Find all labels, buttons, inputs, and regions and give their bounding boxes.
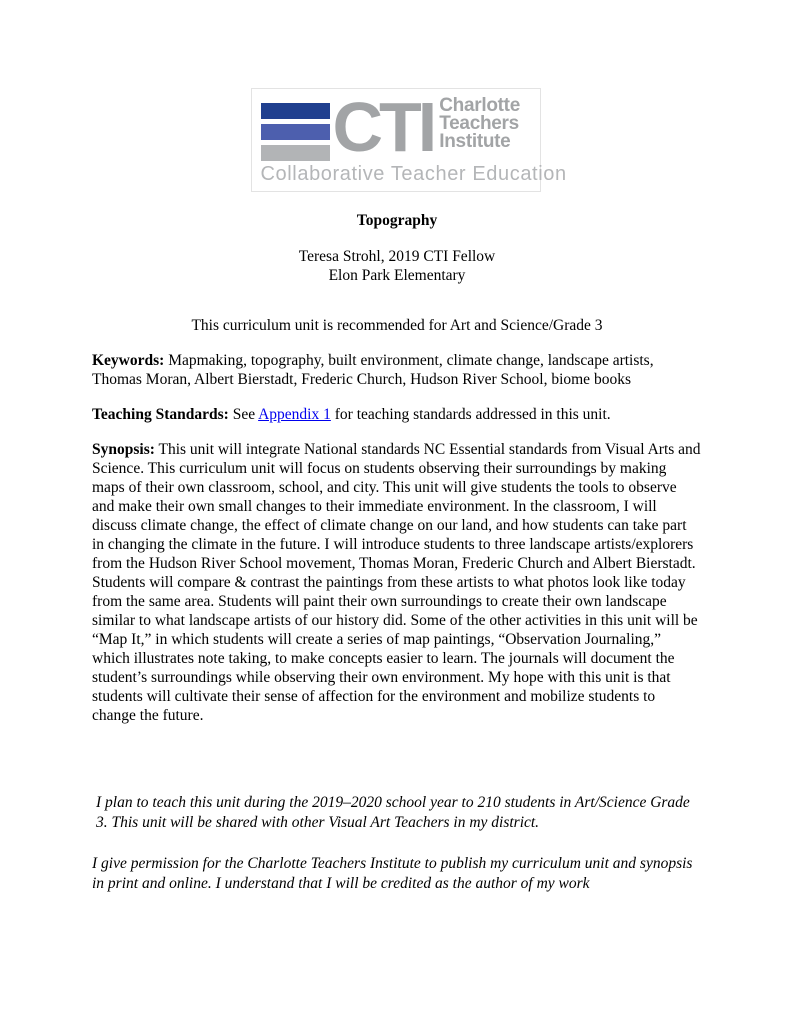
logo-bar-dark-blue — [261, 103, 330, 119]
logo-tagline: Collaborative Teacher Education — [260, 163, 567, 185]
logo-org-line-1: Charlotte — [439, 95, 520, 116]
synopsis-label: Synopsis: — [92, 441, 155, 458]
author-block — [92, 247, 702, 285]
logo-org-line-2: Teachers — [439, 113, 519, 134]
synopsis-text: This unit will integrate National standards NC Essential standards from Visual Arts and Science. This curriculum unit will focus on students observing their surroundings by making maps of their own classroom, school, and city. This unit will give students the tools to observe and make their own small changes to their immediate environment. In the classroom, I will discuss climate change, the effect of climate change on our land, and how students can take part in changing the climate in the future. I will introduce students to three landscape artists/explorers from the Hudson River School movement, Thomas Moran, Frederic Church and Albert Bierstadt. Students will compare & contrast the paintings from these artists to what photos look like today from the same area. Students will paint their own surroundings to create their own landscape similar to what landscape artists of our history did. Some of the other activities in this unit will be “Map It,” in which students will create a series of map paintings, “Observation Journaling,” which illustrates note taking, to make concepts easier to learn. The journals will document the student’s surroundings while observing their own environment. My hope with this unit is that students will cultivate their sense of affection for the environment and mobilize students to change the future. — [92, 441, 701, 724]
logo-cti-monogram: CTI — [332, 88, 434, 166]
cti-logo — [251, 88, 567, 192]
appendix-1-link[interactable]: Appendix 1 — [258, 406, 331, 423]
school-line: Elon Park Elementary — [328, 267, 466, 284]
logo-org-name — [439, 97, 520, 151]
closing-block — [92, 793, 702, 894]
logo-bar-gray — [261, 145, 330, 161]
cti-logo-top — [261, 88, 531, 166]
synopsis-paragraph — [92, 440, 702, 725]
teaching-standards-paragraph — [92, 405, 702, 424]
keywords-text: Mapmaking, topography, built environment, climate change, landscape artists, Thomas Moran, Albert Bierstadt, Frederic Church, Hudson River School, biome books — [92, 352, 654, 388]
document-body — [92, 211, 702, 894]
page-title: Topography — [356, 212, 438, 229]
logo-bars-icon — [261, 103, 330, 161]
keywords-label: Keywords: — [92, 352, 165, 369]
logo-org-line-3: Institute — [439, 131, 511, 152]
keywords-paragraph — [92, 351, 702, 389]
recommendation-line: This curriculum unit is recommended for Art and Science/Grade 3 — [191, 317, 603, 334]
teaching-standards-post: for teaching standards addressed in this unit. — [330, 406, 611, 423]
author-line: Teresa Strohl, 2019 CTI Fellow — [298, 248, 496, 265]
teaching-standards-pre: See — [228, 406, 259, 423]
permission-statement: I give permission for the Charlotte Teachers Institute to publish my curriculum unit and synopsis in print and online. I understand that I will be credited as the author of my work — [92, 855, 693, 892]
teaching-standards-label: Teaching Standards: — [92, 406, 229, 423]
teach-plan-statement: I plan to teach this unit during the 2019–2020 school year to 210 students in Art/Science Grade 3. This unit will be shared with other Visual Art Teachers in my district. — [96, 794, 690, 831]
logo-bar-medium-blue — [261, 124, 330, 140]
